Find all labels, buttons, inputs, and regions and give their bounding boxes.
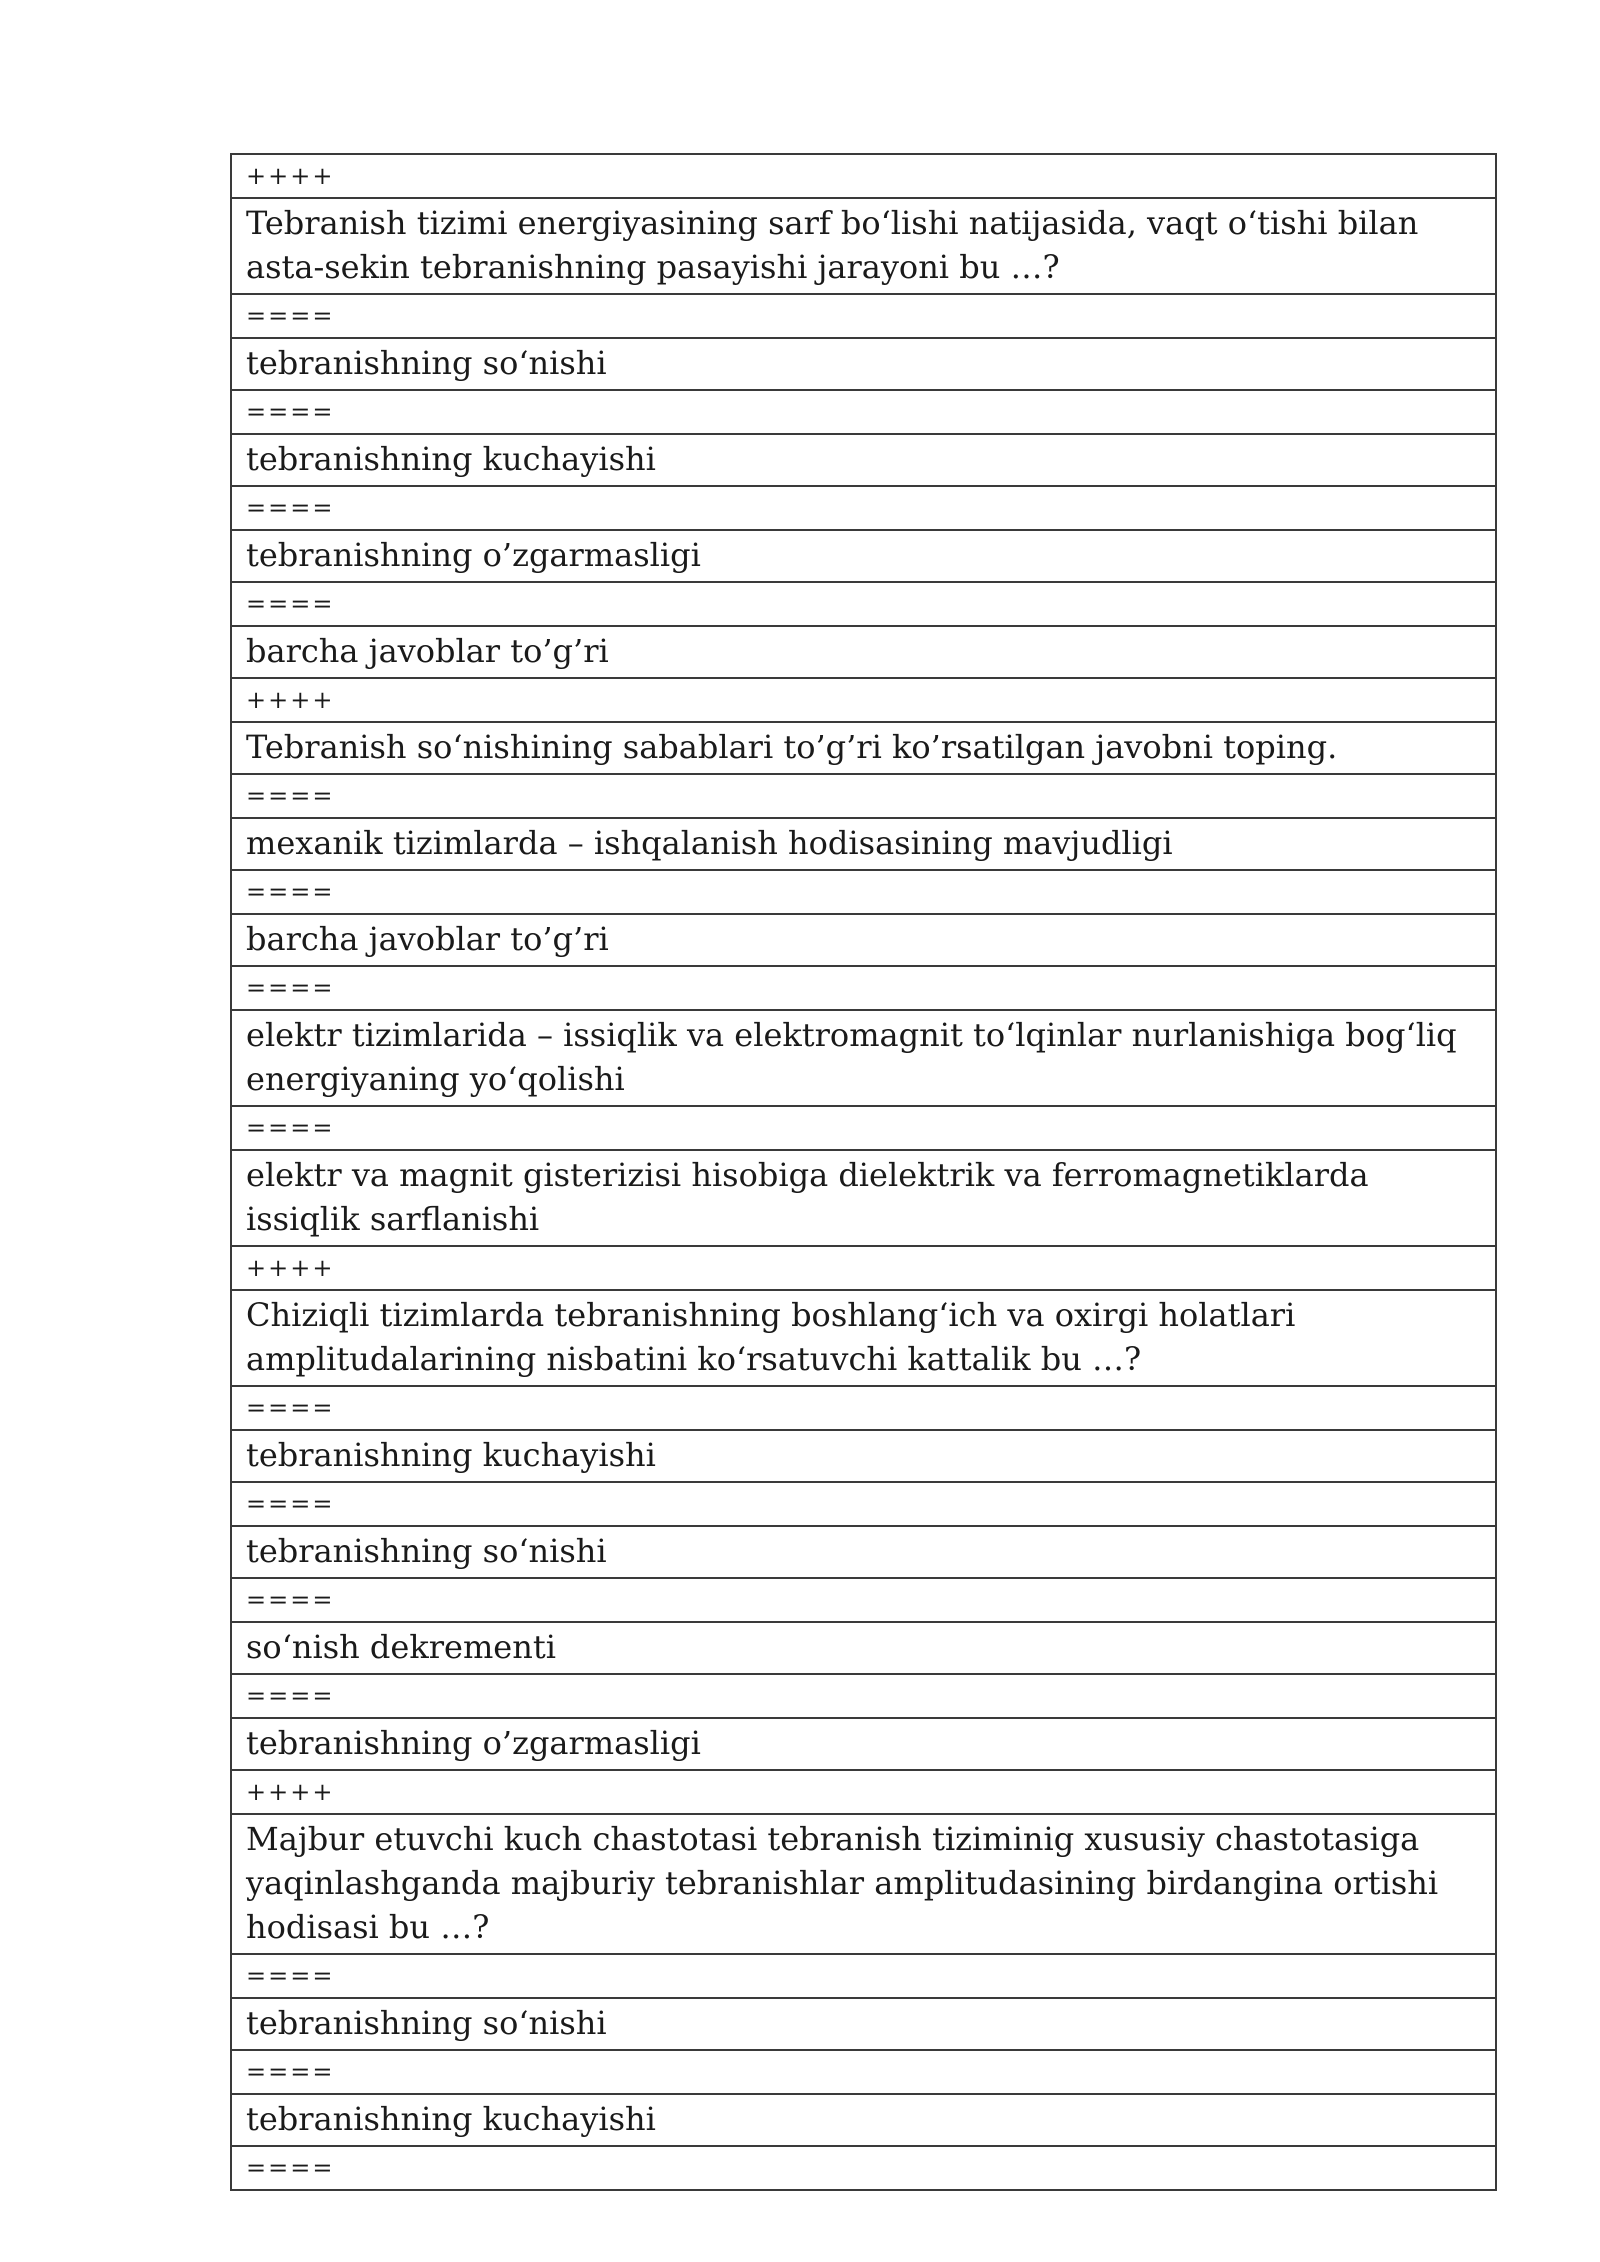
answer-text: tebranishning o’zgarmasligi: [231, 1718, 1496, 1770]
question-marker-row: [231, 1770, 1496, 1814]
answer-text: so‘nish dekrementi: [231, 1622, 1496, 1674]
answer-separator-row: [231, 870, 1496, 914]
answer-separator: ====: [231, 870, 1496, 914]
answer-row: [231, 1622, 1496, 1674]
answer-separator: ====: [231, 390, 1496, 434]
answer-separator-row: [231, 486, 1496, 530]
question-marker-row: [231, 154, 1496, 198]
answer-separator: ====: [231, 1106, 1496, 1150]
answer-separator-row: [231, 1482, 1496, 1526]
answer-separator: ====: [231, 774, 1496, 818]
answer-text: mexanik tizimlarda – ishqalanish hodisasining mavjudligi: [231, 818, 1496, 870]
answer-separator-row: [231, 582, 1496, 626]
question-row: [231, 198, 1496, 294]
answer-separator-row: [231, 966, 1496, 1010]
answer-row: [231, 2094, 1496, 2146]
question-row: [231, 722, 1496, 774]
answer-separator-row: [231, 2050, 1496, 2094]
answer-separator-row: [231, 1578, 1496, 1622]
answer-row: [231, 338, 1496, 390]
answer-separator-row: [231, 1674, 1496, 1718]
answer-separator: ====: [231, 1482, 1496, 1526]
answer-row: [231, 1998, 1496, 2050]
answer-text: tebranishning kuchayishi: [231, 1430, 1496, 1482]
answer-text: tebranishning kuchayishi: [231, 2094, 1496, 2146]
question-row: [231, 1814, 1496, 1954]
answer-separator-row: [231, 2146, 1496, 2190]
answer-row: [231, 914, 1496, 966]
answer-row: [231, 434, 1496, 486]
answer-text: elektr va magnit gisterizisi hisobiga dielektrik va ferromagnetiklarda issiqlik sarflanishi: [231, 1150, 1496, 1246]
answer-separator-row: [231, 1954, 1496, 1998]
question-text: Chiziqli tizimlarda tebranishning boshlang‘ich va oxirgi holatlari amplitudalarining nisbatini ko‘rsatuvchi kattalik bu …?: [231, 1290, 1496, 1386]
answer-text: tebranishning o’zgarmasligi: [231, 530, 1496, 582]
answer-row: [231, 1430, 1496, 1482]
answer-row: [231, 626, 1496, 678]
answer-separator: ====: [231, 1674, 1496, 1718]
question-marker: ++++: [231, 1770, 1496, 1814]
answer-row: [231, 1526, 1496, 1578]
answer-text: tebranishning so‘nishi: [231, 1998, 1496, 2050]
answer-text: tebranishning so‘nishi: [231, 1526, 1496, 1578]
answer-row: [231, 530, 1496, 582]
answer-separator: ====: [231, 1578, 1496, 1622]
answer-row: [231, 1150, 1496, 1246]
question-row: [231, 1290, 1496, 1386]
question-marker-row: [231, 678, 1496, 722]
answer-text: elektr tizimlarida – issiqlik va elektromagnit to‘lqinlar nurlanishiga bog‘liq energiyaning yo‘qolishi: [231, 1010, 1496, 1106]
question-marker: ++++: [231, 1246, 1496, 1290]
answer-separator: ====: [231, 966, 1496, 1010]
answer-separator: ====: [231, 294, 1496, 338]
answer-separator-row: [231, 294, 1496, 338]
answer-separator: ====: [231, 1386, 1496, 1430]
question-text: Tebranish so‘nishining sabablari to’g’ri ko’rsatilgan javobni toping.: [231, 722, 1496, 774]
question-table: [230, 153, 1497, 2191]
answer-separator: ====: [231, 2050, 1496, 2094]
answer-separator: ====: [231, 582, 1496, 626]
answer-row: [231, 818, 1496, 870]
answer-separator: ====: [231, 2146, 1496, 2190]
answer-text: tebranishning kuchayishi: [231, 434, 1496, 486]
answer-separator-row: [231, 1106, 1496, 1150]
answer-row: [231, 1718, 1496, 1770]
answer-separator-row: [231, 1386, 1496, 1430]
answer-separator: ====: [231, 486, 1496, 530]
answer-text: barcha javoblar to’g’ri: [231, 626, 1496, 678]
question-marker: ++++: [231, 154, 1496, 198]
question-text: Majbur etuvchi kuch chastotasi tebranish tiziminig xususiy chastotasiga yaqinlashganda majburiy tebranishlar amplitudasining birdangina ortishi hodisasi bu …?: [231, 1814, 1496, 1954]
answer-text: barcha javoblar to’g’ri: [231, 914, 1496, 966]
question-marker: ++++: [231, 678, 1496, 722]
question-marker-row: [231, 1246, 1496, 1290]
answer-separator-row: [231, 774, 1496, 818]
answer-separator: ====: [231, 1954, 1496, 1998]
question-text: Tebranish tizimi energiyasining sarf bo‘lishi natijasida, vaqt o‘tishi bilan asta-sekin tebranishning pasayishi jarayoni bu …?: [231, 198, 1496, 294]
answer-row: [231, 1010, 1496, 1106]
answer-separator-row: [231, 390, 1496, 434]
answer-text: tebranishning so‘nishi: [231, 338, 1496, 390]
